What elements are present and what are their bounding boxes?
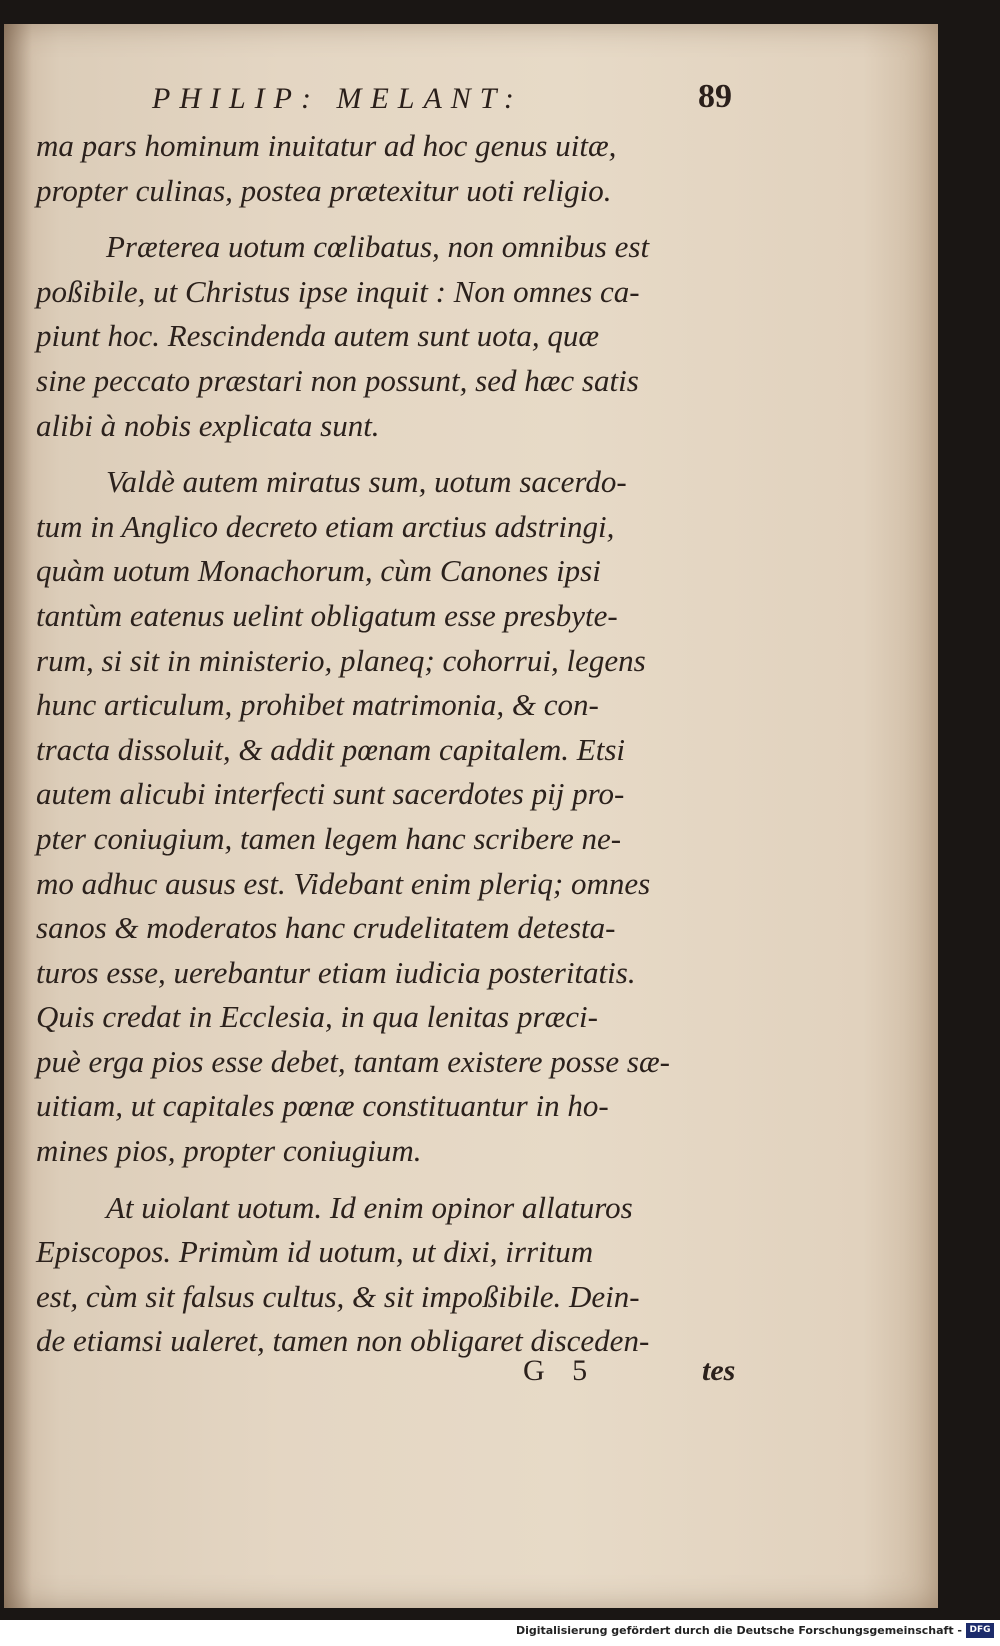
text-line: ma pars hominum inuitatur ad hoc genus uitæ, (36, 128, 617, 163)
text-line: est, cùm sit falsus cultus, & sit impoßibile. Dein- (36, 1278, 640, 1314)
text-line: puè erga pios esse debet, tantam existere posse sæ- (36, 1043, 670, 1079)
catchword: tes (702, 1354, 736, 1387)
text-line: sanos & moderatos hanc crudelitatem detesta- (36, 910, 616, 946)
text-line: mo adhuc ausus est. Videbant enim pleriq; omnes (36, 865, 651, 901)
page-header (152, 78, 732, 124)
text-line: mines pios, propter coniugium. (36, 1133, 422, 1169)
text-line: poßibile, ut Christus ipse inquit : Non omnes ca- (36, 273, 640, 309)
dfg-logo-icon: DFG (966, 1623, 994, 1638)
text-line: tantùm eatenus uelint obligatum esse presbyte- (36, 597, 618, 633)
text-line: tracta dissoluit, & addit pœnam capitalem. Etsi (36, 731, 625, 767)
text-line: tum in Anglico decreto etiam arctius adstringi, (36, 508, 615, 544)
footer-bar (0, 1620, 1000, 1646)
book-page (4, 24, 938, 1608)
signature-mark: G 5 (523, 1354, 598, 1387)
text-line: Præterea uotum cœlibatus, non omnibus est (106, 229, 650, 265)
text-line: alibi à nobis explicata sunt. (36, 407, 380, 443)
text-line: Episcopos. Primùm id uotum, ut dixi, irritum (36, 1234, 594, 1270)
text-line: Quis credat in Ecclesia, in qua lenitas præci- (36, 999, 598, 1035)
text-line: pter coniugium, tamen legem hanc scribere ne- (36, 820, 622, 856)
spine-shadow (4, 24, 32, 1608)
text-line: piunt hoc. Rescindenda autem sunt uota, quæ (36, 318, 600, 354)
text-line: turos esse, uerebantur etiam iudicia posteritatis. (36, 954, 636, 990)
text-line: propter culinas, postea prætexitur uoti religio. (36, 172, 612, 208)
text-line: de etiamsi ualeret, tamen non obligaret disceden- (36, 1323, 650, 1359)
running-title: PHILIP: MELANT: (152, 82, 523, 115)
text-line: autem alicubi interfecti sunt sacerdotes pij pro- (36, 776, 625, 812)
text-line: hunc articulum, prohibet matrimonia, & con- (36, 687, 599, 723)
page-number: 89 (698, 78, 732, 115)
text-line: Valdè autem miratus sum, uotum sacerdo- (106, 464, 627, 500)
text-line: At uiolant uotum. Id enim opinor allaturos (106, 1189, 633, 1225)
body-text (36, 124, 752, 1364)
funding-credit: Digitalisierung gefördert durch die Deutsche Forschungsgemeinschaft - (515, 1624, 962, 1637)
text-line: rum, si sit in ministerio, planeq; cohorrui, legens (36, 642, 646, 678)
text-line: quàm uotum Monachorum, cùm Canones ipsi (36, 553, 601, 589)
text-line: sine peccato præstari non possunt, sed hæc satis (36, 362, 639, 398)
text-line: uitiam, ut capitales pœnæ constituantur in ho- (36, 1088, 609, 1124)
